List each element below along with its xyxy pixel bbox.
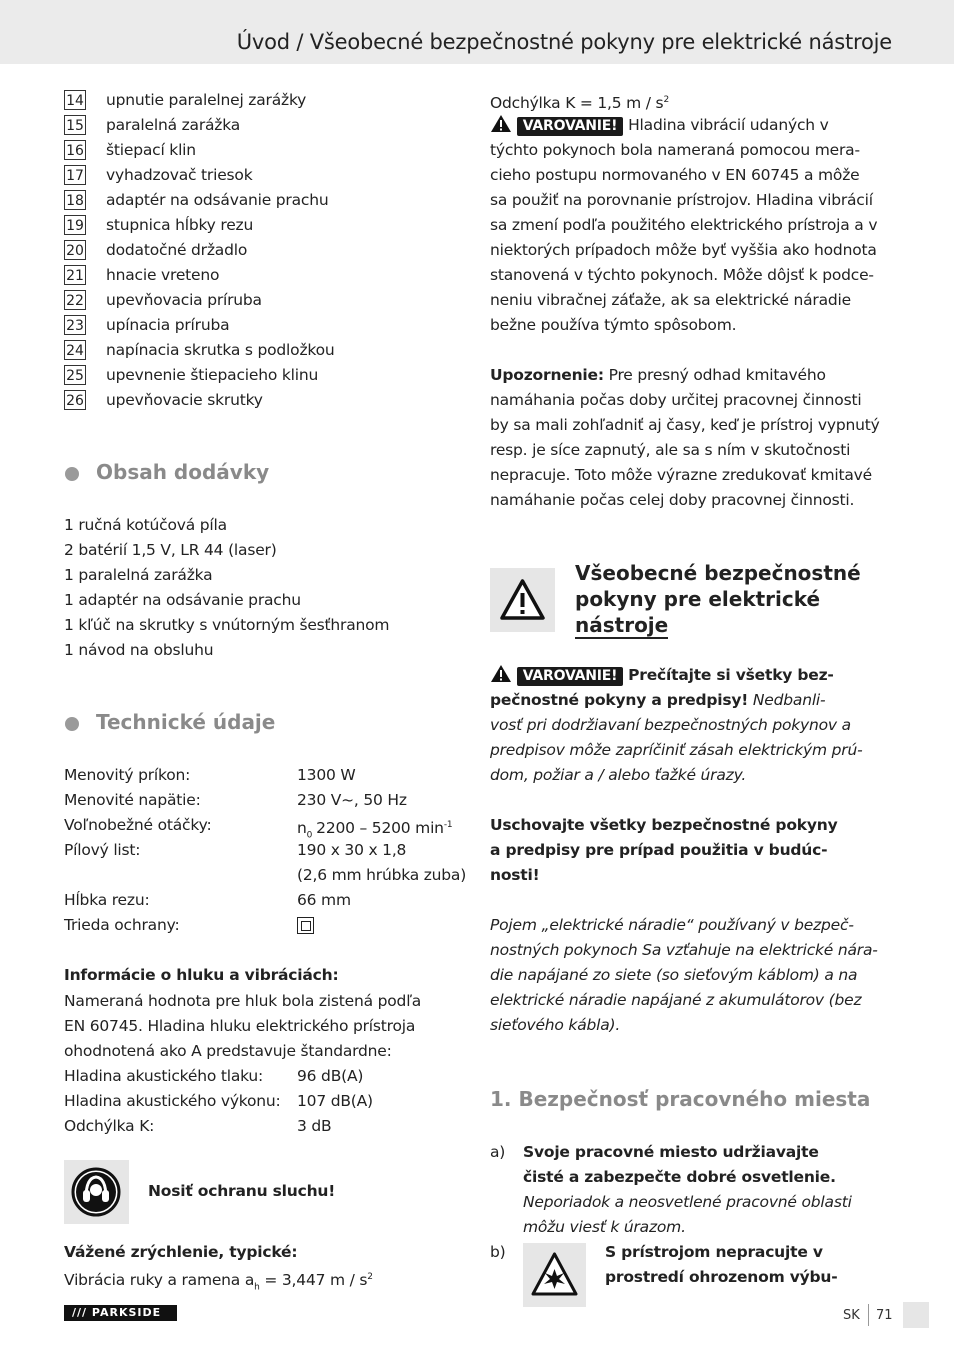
section-1-heading: 1. Bezpečnosť pracovného miesta xyxy=(490,1087,871,1111)
delivery-item: 1 kľúč na skrutky s vnútorným šesťhranom xyxy=(64,616,390,634)
hearing-protection-label: Nosiť ochranu sluchu! xyxy=(148,1182,336,1200)
warning-badge: VAROVANIE! xyxy=(517,667,624,686)
hearing-protection-icon xyxy=(64,1160,129,1224)
item-a-bold-line: Svoje pracovné miesto udržiavajte xyxy=(523,1143,819,1161)
delivery-item: 1 návod na obsluhu xyxy=(64,641,214,659)
spec-value: 66 mm xyxy=(297,891,351,909)
deviation-line: Odchýlka K = 1,5 m / $s^2$ xyxy=(490,94,669,113)
warning-1-line: týchto pokynoch bola nameraná pomocou mera- xyxy=(490,141,860,159)
part-number-box: 19 xyxy=(64,215,86,235)
spec-label: Hĺbka rezu: xyxy=(64,891,150,909)
warning-1-line: stanovená v týchto pokynoch. Môže dôjsť k podce- xyxy=(490,266,874,284)
spec-sup: -1 xyxy=(443,820,453,830)
part-label: vyhadzovač triesok xyxy=(106,166,253,184)
section-bullet xyxy=(65,467,79,481)
noise-text-line: ohodnotená ako A predstavuje štandardne: xyxy=(64,1042,392,1060)
warning-triangle-icon xyxy=(490,664,512,683)
notice-line: namáhania počas doby určitej pracovnej činnosti xyxy=(490,391,862,409)
language-code: SK xyxy=(843,1308,860,1323)
part-label: upnutie paralelnej zarážky xyxy=(106,91,307,109)
warning-1-line: niektorých prípadoch môže byť vyššia ako hodnota xyxy=(490,241,877,259)
warning-badge: VAROVANIE! xyxy=(517,117,624,136)
warning-2-first-line: VAROVANIE! Prečítajte si všetky bez- xyxy=(490,663,834,688)
item-b-bold-line: S prístrojom nepracujte v xyxy=(605,1243,823,1261)
technical-heading: Technické údaje xyxy=(96,710,276,734)
part-number-box: 22 xyxy=(64,290,86,310)
noise-label: Hladina akustického výkonu: xyxy=(64,1092,281,1110)
item-b-letter: b) xyxy=(490,1243,506,1261)
part-label: stupnica hĺbky rezu xyxy=(106,216,254,234)
spec-prefix: n xyxy=(297,819,307,838)
footer-divider xyxy=(868,1304,869,1326)
keep-line: a predpisy pre prípad použitia v budúc- xyxy=(490,841,828,859)
warning-1-line: sa zmení podľa použitého elektrického prístroja a v xyxy=(490,216,878,234)
safety-heading-line: Všeobecné bezpečnostné xyxy=(575,561,861,585)
spec-label: Menovitý príkon: xyxy=(64,766,191,784)
part-number-box: 21 xyxy=(64,265,86,285)
warning-triangle-icon xyxy=(490,568,555,632)
noise-text-line: EN 60745. Hladina hluku elektrického prístroja xyxy=(64,1017,416,1035)
delivery-item: 1 adaptér na odsávanie prachu xyxy=(64,591,301,609)
page-tab-marker xyxy=(903,1302,929,1328)
notice-line: by sa mali zohľadniť aj časy, keď je prístroj vypnutý xyxy=(490,416,880,434)
explosion-hazard-icon xyxy=(523,1243,586,1307)
notice-line: nepracuje. Toto môže výrazne zredukovať kmitavé xyxy=(490,466,872,484)
page-number: 71 xyxy=(876,1308,893,1323)
safety-heading-line: nástroje xyxy=(575,613,669,637)
spec-value: (2,6 mm hrúbka zuba) xyxy=(297,866,467,884)
spec-label: Trieda ochrany: xyxy=(64,916,180,934)
part-number-box: 18 xyxy=(64,190,86,210)
keep-line: Uschovajte všetky bezpečnostné pokyny xyxy=(490,816,838,834)
part-number-box: 15 xyxy=(64,115,86,135)
warning-1-line: neniu vibračnej záťaže, ak sa elektrické náradie xyxy=(490,291,851,309)
part-number-box: 17 xyxy=(64,165,86,185)
part-number-box: 26 xyxy=(64,390,86,410)
part-number-box: 20 xyxy=(64,240,86,260)
protection-class-icon xyxy=(297,917,314,934)
part-label: dodatočné držadlo xyxy=(106,241,248,259)
noise-label: Hladina akustického tlaku: xyxy=(64,1067,264,1085)
part-number-box: 23 xyxy=(64,315,86,335)
part-label: paralelná zarážka xyxy=(106,116,241,134)
part-label: upínacia príruba xyxy=(106,316,230,334)
noise-value: 3 dB xyxy=(297,1117,332,1135)
part-label: napínacia skrutka s podložkou xyxy=(106,341,335,359)
part-number-box: 14 xyxy=(64,90,86,110)
warning-triangle-icon xyxy=(490,114,512,133)
noise-heading: Informácie o hluku a vibráciách: xyxy=(64,966,339,984)
vibration-heading: Vážené zrýchlenie, typické: xyxy=(64,1243,298,1261)
warning-2-line: predpisov môže zapríčiniť zásah elektrickým prú- xyxy=(490,741,863,759)
noise-value: 107 dB(A) xyxy=(297,1092,373,1110)
page-header xyxy=(0,0,954,64)
vibration-line: Vibrácia ruky a ramena $a_h = 3,447$ m / $s^2$ xyxy=(64,1271,373,1293)
spec-label: Pílový list: xyxy=(64,841,141,859)
warning-2-second-line: pečnostné pokyny a predpisy! Nedbanli- xyxy=(490,691,826,709)
item-a-bold-line: čisté a zabezpečte dobré osvetlenie. xyxy=(523,1168,836,1186)
term-line: Pojem „elektrické náradie“ používaný v bezpeč- xyxy=(490,916,854,934)
part-label: upevnenie štiepacieho klinu xyxy=(106,366,319,384)
part-label: adaptér na odsávanie prachu xyxy=(106,191,329,209)
part-label: upevňovacia príruba xyxy=(106,291,262,309)
safety-heading-line: pokyny pre elektrické xyxy=(575,587,821,611)
item-a-italic-line: môžu viesť k úrazom. xyxy=(523,1218,686,1236)
warning-2-line: vosť pri dodržiavaní bezpečnostných pokynov a xyxy=(490,716,851,734)
term-line: nostných pokynoch Sa vzťahuje na elektrické nára- xyxy=(490,941,878,959)
brand-logo: /// PARKSIDE xyxy=(64,1305,177,1321)
delivery-item: 1 ručná kotúčová píla xyxy=(64,516,227,534)
notice-line: namáhanie počas celej doby pracovnej činnosti. xyxy=(490,491,855,509)
delivery-item: 2 batérií 1,5 V, LR 44 (laser) xyxy=(64,541,277,559)
term-line: sieťového kábla). xyxy=(490,1016,621,1034)
spec-value: 1300 W xyxy=(297,766,356,784)
warning-1-first-line: VAROVANIE! Hladina vibrácií udaných v xyxy=(490,113,829,138)
warning-1-line: bežne používa týmto spôsobom. xyxy=(490,316,737,334)
noise-text-line: Nameraná hodnota pre hluk bola zistená podľa xyxy=(64,992,422,1010)
spec-label: Menovité napätie: xyxy=(64,791,201,809)
part-label: hnacie vreteno xyxy=(106,266,220,284)
notice-first-line: Upozornenie: Pre presný odhad kmitavého xyxy=(490,366,826,384)
spec-value: 230 V~, 50 Hz xyxy=(297,791,407,809)
page-title: Úvod / Všeobecné bezpečnostné pokyny pre elektrické nástroje xyxy=(236,30,892,54)
item-a-letter: a) xyxy=(490,1143,506,1161)
spec-sub: 0 xyxy=(306,830,313,841)
part-label: upevňovacie skrutky xyxy=(106,391,263,409)
warning-2-line: dom, požiar a / alebo ťažké úrazy. xyxy=(490,766,747,784)
part-number-box: 25 xyxy=(64,365,86,385)
item-b-bold-line: prostredí ohrozenom výbu- xyxy=(605,1268,838,1286)
section-bullet xyxy=(65,717,79,731)
part-label: štiepací klin xyxy=(106,141,196,159)
term-line: elektrické náradie napájané z akumulátorov (bez xyxy=(490,991,862,1009)
part-number-box: 24 xyxy=(64,340,86,360)
noise-label: Odchýlka K: xyxy=(64,1117,155,1135)
spec-label: Voľnobežné otáčky: xyxy=(64,816,212,834)
spec-value: 190 x 30 x 1,8 xyxy=(297,841,407,859)
notice-line: resp. je síce zapnutý, ale sa s ním v skutočnosti xyxy=(490,441,851,459)
warning-1-line: cieho postupu normovaného v EN 60745 a môže xyxy=(490,166,860,184)
term-line: die napájané zo siete (so sieťovým káblom) a na xyxy=(490,966,858,984)
spec-main: 2200 – 5200 min xyxy=(316,819,444,838)
part-number-box: 16 xyxy=(64,140,86,160)
delivery-item: 1 paralelná zarážka xyxy=(64,566,213,584)
item-a-italic-line: Neporiadok a neosvetlené pracovné oblasti xyxy=(523,1193,852,1211)
warning-1-line: sa použiť na porovnanie prístrojov. Hladina vibrácií xyxy=(490,191,873,209)
delivery-heading: Obsah dodávky xyxy=(96,460,270,484)
keep-line: nosti! xyxy=(490,866,540,884)
noise-value: 96 dB(A) xyxy=(297,1067,364,1085)
